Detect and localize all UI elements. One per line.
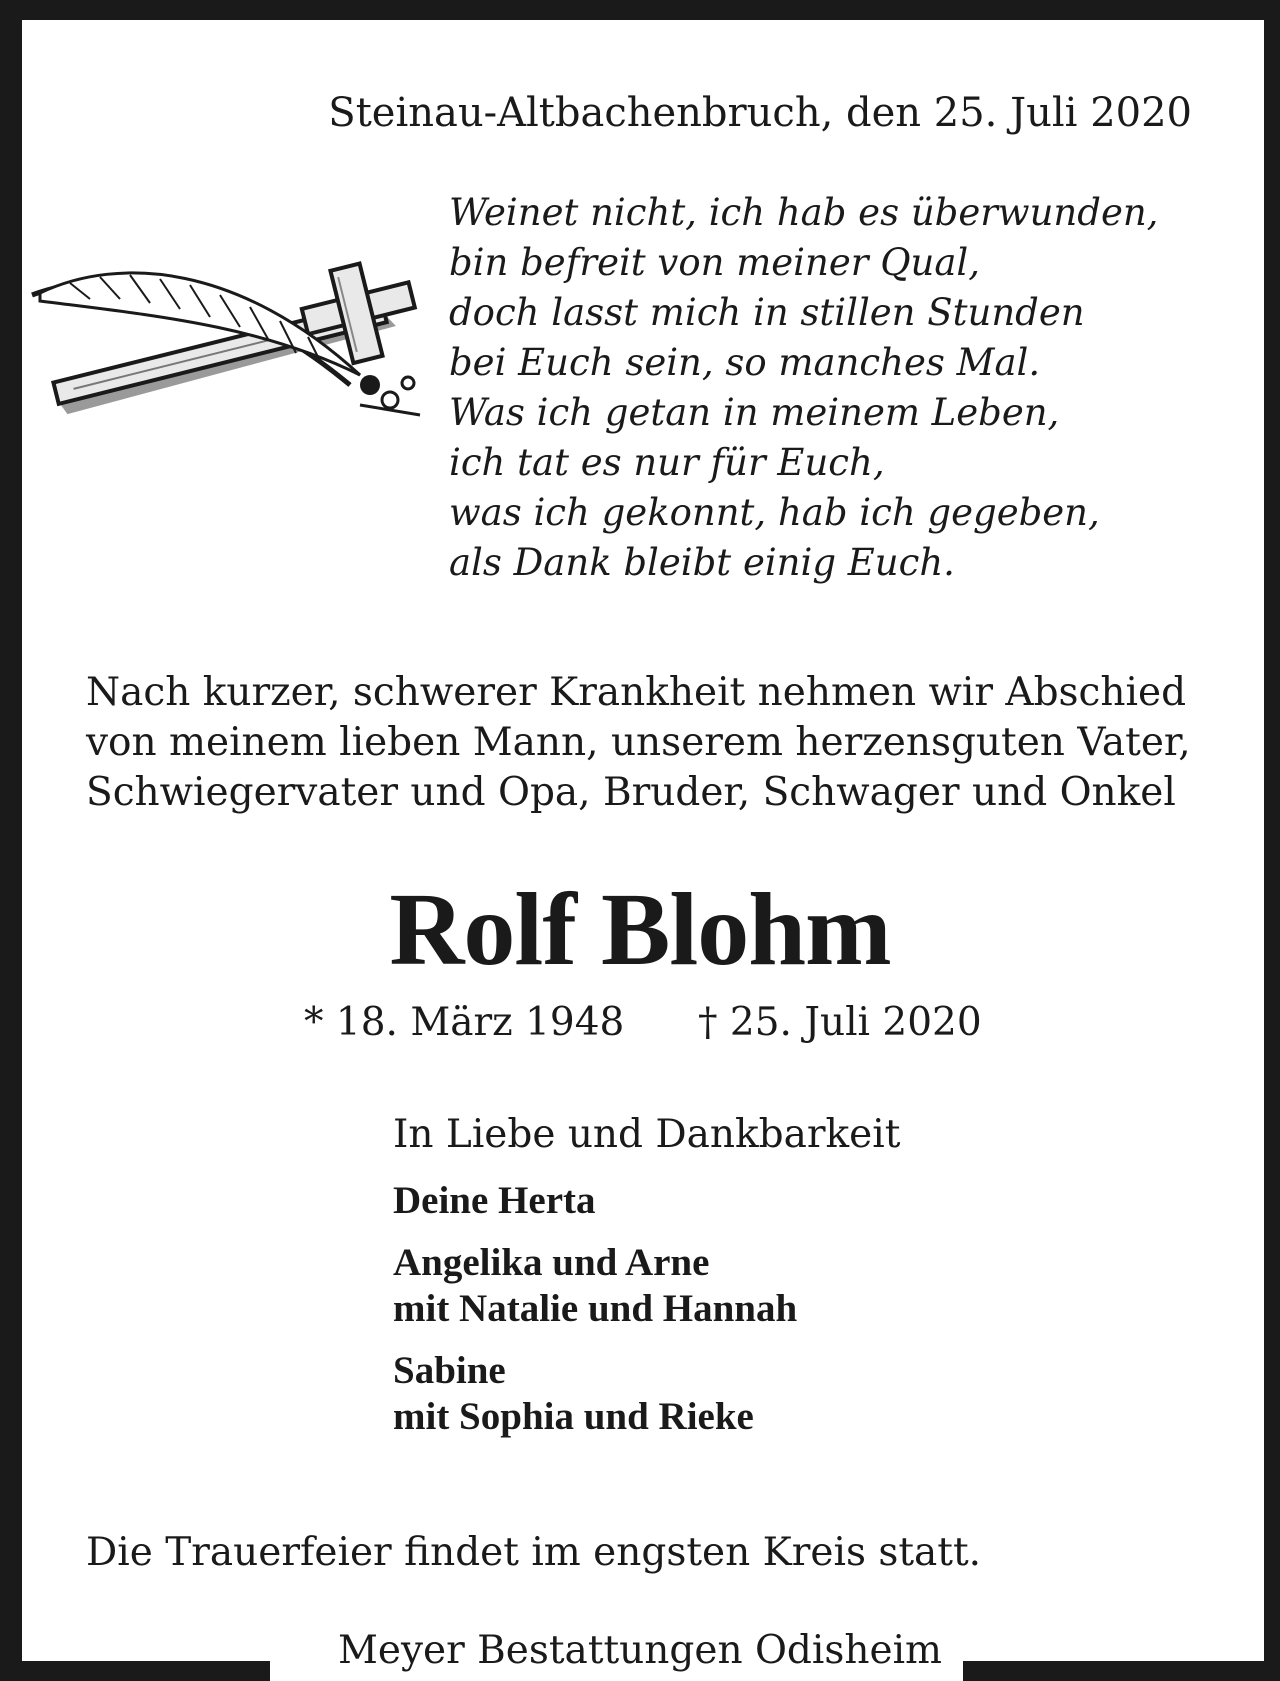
family-entry (393, 1348, 797, 1440)
family-signatures (393, 1178, 797, 1456)
border-top (0, 0, 1280, 20)
intro-line: Nach kurzer, schwerer Krankheit nehmen wir Abschied (86, 670, 1187, 715)
family-name-line: Sabine (393, 1349, 506, 1392)
poem-line: bei Euch sein, so manches Mal. (449, 341, 1041, 384)
intro-line: Schwiegervater und Opa, Bruder, Schwager und Onkel (86, 770, 1176, 815)
family-name-line: mit Sophia und Rieke (393, 1395, 754, 1438)
poem-line: Weinet nicht, ich hab es überwunden, (449, 191, 1159, 234)
poem-line: bin befreit von meiner Qual, (449, 241, 981, 284)
intro-line: von meinem lieben Mann, unserem herzensguten Vater, (86, 720, 1191, 765)
poem-line: ich tat es nur für Euch, (449, 441, 885, 484)
closing-phrase: In Liebe und Dankbarkeit (393, 1112, 901, 1157)
family-name-line: Deine Herta (393, 1179, 596, 1222)
ceremony-note: Die Trauerfeier findet im engsten Kreis statt. (86, 1530, 982, 1575)
poem-line: als Dank bleibt einig Euch. (449, 541, 955, 584)
birth-date: * 18. März 1948 (304, 1000, 625, 1045)
deceased-name: Rolf Blohm (389, 872, 891, 987)
family-entry (393, 1178, 797, 1224)
poem-line: was ich gekonnt, hab ich gegeben, (449, 491, 1100, 534)
border-right (1264, 0, 1280, 1681)
poem (449, 188, 1158, 588)
place-date: Steinau-Altbachenbruch, den 25. Juli 2020 (328, 90, 1192, 136)
family-name-line: mit Natalie und Hannah (393, 1287, 798, 1330)
poem-line: Was ich getan in meinem Leben, (449, 391, 1060, 434)
family-entry (393, 1240, 797, 1332)
undertaker-name: Meyer Bestattungen Odisheim (337, 1628, 943, 1673)
family-name-line: Angelika und Arne (393, 1241, 710, 1284)
intro-text (86, 668, 1191, 818)
border-left (0, 0, 22, 1681)
cross-with-palm-frond-icon (30, 255, 425, 435)
poem-line: doch lasst mich in stillen Stunden (449, 291, 1085, 334)
death-date: † 25. Juli 2020 (698, 1000, 982, 1045)
